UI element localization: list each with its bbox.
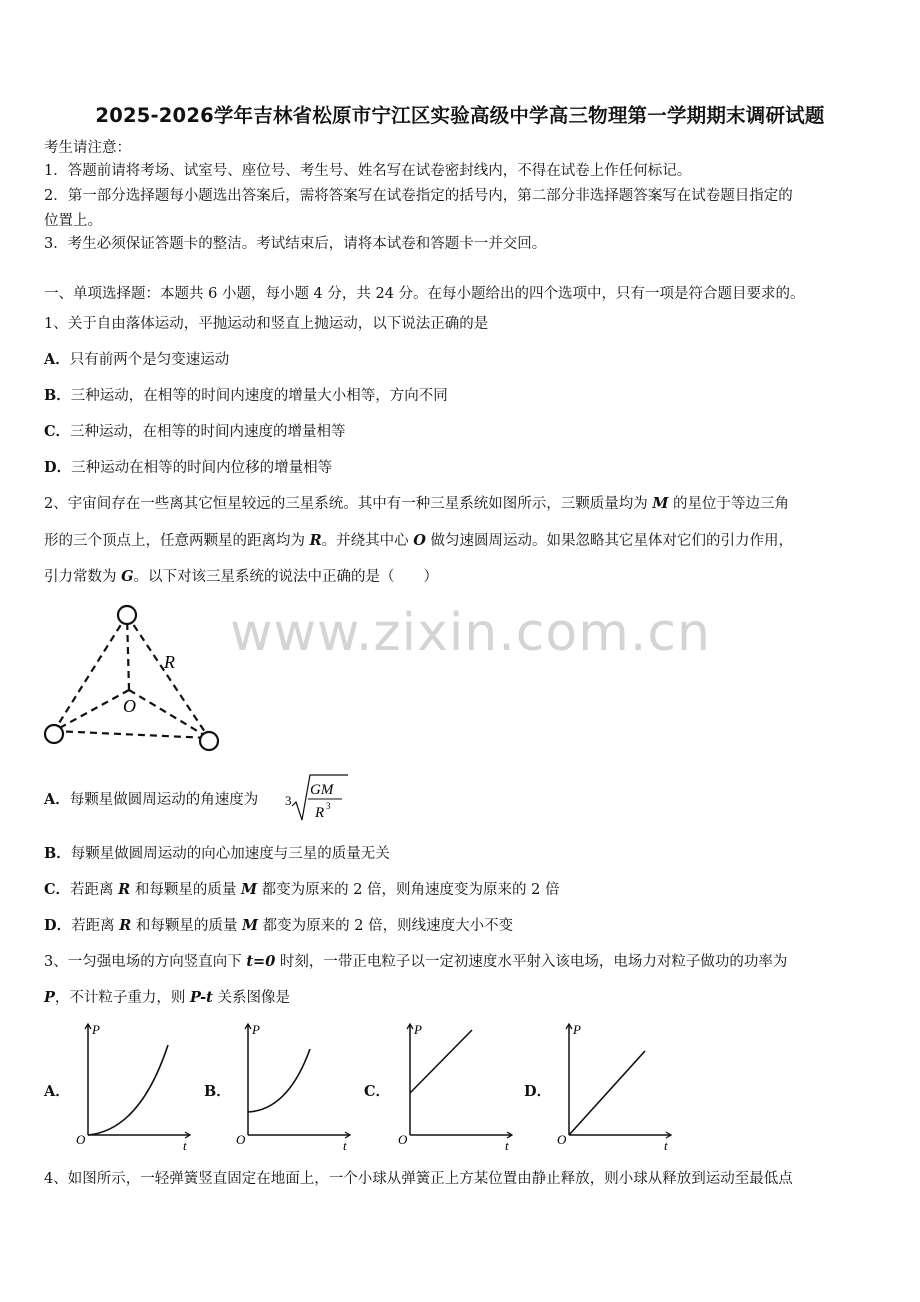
q2-option-b xyxy=(44,844,390,864)
text-run: 都变为原来的 2 倍，则线速度大小不变 xyxy=(258,918,514,934)
star-top xyxy=(118,606,136,624)
option-text: 三种运动在相等的时间内位移的增量相等 xyxy=(71,460,333,476)
edge-left xyxy=(54,615,127,731)
var-t0: t=0 xyxy=(246,953,276,970)
exponent: 3 xyxy=(326,801,331,811)
var-pt: P-t xyxy=(190,989,213,1006)
option-label: C． xyxy=(44,423,71,440)
q2-option-a xyxy=(44,790,258,810)
q1-option-c xyxy=(44,422,346,442)
var-r: R xyxy=(118,881,131,898)
axis-p-label: P xyxy=(573,1022,581,1037)
label-o: O xyxy=(123,696,136,716)
page-title: 2025-2026学年吉林省松原市宁江区实验高级中学高三物理第一学期期末调研试题 xyxy=(95,104,825,127)
numerator: GM xyxy=(310,782,334,798)
q1-option-d xyxy=(44,458,332,478)
var-r: R xyxy=(309,532,322,549)
text-run: 时刻，一带正电粒子以一定初速度水平射入该电场，电场力对粒子做功的功率为 xyxy=(275,954,788,970)
var-g: G xyxy=(121,568,134,585)
option-label: B． xyxy=(44,845,71,862)
option-label: B． xyxy=(44,387,71,404)
notice-item-3: 3．考生必须保证答题卡的整洁。考试结束后，请将本试卷和答题卡一并交回。 xyxy=(44,236,547,252)
text-run: 和每颗星的质量 xyxy=(130,882,241,898)
text-run: 。并绕其中心 xyxy=(321,533,414,549)
axis-t-label: t xyxy=(183,1138,187,1153)
star-left xyxy=(45,725,63,743)
graph-d xyxy=(551,1018,676,1153)
axis-o-label: O xyxy=(236,1132,246,1147)
q2-stem-line-2 xyxy=(44,531,793,551)
graph-a xyxy=(70,1018,195,1153)
notice-item-1: 1．答题前请将考场、试室号、座位号、考生号、姓名写在试卷密封线内，不得在试卷上作任何标记。 xyxy=(44,163,692,179)
axis-p-label: P xyxy=(414,1022,422,1037)
axis-o-label: O xyxy=(76,1132,86,1147)
option-label: D． xyxy=(44,459,72,476)
text-run: 形的三个顶点上，任意两颗星的距离均为 xyxy=(44,533,310,549)
text-run: 和每颗星的质量 xyxy=(131,918,242,934)
q1-stem: 1、关于自由落体运动，平抛运动和竖直上抛运动，以下说法正确的是 xyxy=(44,316,489,332)
q1-option-a xyxy=(44,350,229,370)
option-label: A． xyxy=(44,351,70,368)
q2-option-c xyxy=(44,880,560,900)
q3-option-a-label: A． xyxy=(44,1083,70,1100)
section-heading: 一、单项选择题：本题共 6 小题，每小题 4 分，共 24 分。在每小题给出的四个选项中，只有一项是符合题目要求的。 xyxy=(44,286,805,302)
axis-o-label: O xyxy=(398,1132,408,1147)
text-run: 3、一匀强电场的方向竖直向下 xyxy=(44,954,247,970)
axis-t-label: t xyxy=(343,1138,347,1153)
text-run: 若距离 xyxy=(71,918,120,934)
option-label: C． xyxy=(44,881,71,898)
text-run: 做匀速圆周运动。如果忽略其它星体对它们的引力作用， xyxy=(425,533,794,549)
text-run: 关系图像是 xyxy=(212,990,290,1006)
graph-c xyxy=(392,1018,517,1153)
denominator: R xyxy=(315,805,325,821)
axis-o-label: O xyxy=(557,1132,567,1147)
text-run: 引力常数为 xyxy=(44,569,122,585)
formula-sqrt xyxy=(282,772,352,824)
q2-stem-line-1 xyxy=(44,494,789,514)
label-r: R xyxy=(164,652,175,672)
var-m: M xyxy=(652,495,669,512)
var-o: O xyxy=(413,532,426,549)
text-run: 的星位于等边三角 xyxy=(668,496,790,512)
option-text: 三种运动，在相等的时间内速度的增量大小相等，方向不同 xyxy=(70,388,448,404)
option-label: D． xyxy=(44,917,72,934)
axis-p-label: P xyxy=(252,1022,260,1037)
curve xyxy=(410,1030,472,1093)
notice-heading: 考生请注意： xyxy=(44,140,131,156)
option-label: A． xyxy=(44,791,70,808)
text-run: 2、宇宙间存在一些离其它恒星较远的三星系统。其中有一种三星系统如图所示，三颗质量均为 xyxy=(44,496,653,512)
text-run: 若距离 xyxy=(70,882,119,898)
option-text: 每颗星做圆周运动的向心加速度与三星的质量无关 xyxy=(70,846,390,862)
axis-t-label: t xyxy=(505,1138,509,1153)
edge-right xyxy=(127,615,209,738)
graph-b xyxy=(230,1018,355,1153)
curve xyxy=(88,1045,168,1135)
text-run: ，不计粒子重力，则 xyxy=(54,990,191,1006)
notice-item-2: 2．第一部分选择题每小题选出答案后，需将答案写在试卷指定的括号内，第二部分非选择题答案写在试卷题目指定的 xyxy=(44,188,793,204)
axis-t-label: t xyxy=(664,1138,668,1153)
axis-p-label: P xyxy=(92,1022,100,1037)
q3-option-c-label: C． xyxy=(364,1083,391,1100)
var-m: M xyxy=(240,881,257,898)
q1-option-b xyxy=(44,386,448,406)
q2-stem-line-3 xyxy=(44,567,438,587)
text-run: 。以下对该三星系统的说法中正确的是（ ） xyxy=(133,569,438,585)
q3-stem-line-1 xyxy=(44,952,787,972)
three-star-diagram xyxy=(36,600,236,760)
var-m: M xyxy=(241,917,259,934)
edge-bottom xyxy=(54,731,209,738)
notice-item-2-cont: 位置上。 xyxy=(44,213,102,229)
q3-option-b-label: B． xyxy=(204,1083,231,1100)
star-right xyxy=(200,732,218,750)
var-r: R xyxy=(119,917,132,934)
option-text: 每颗星做圆周运动的角速度为 xyxy=(69,792,259,808)
option-text: 三种运动，在相等的时间内速度的增量相等 xyxy=(70,424,346,440)
var-p: P xyxy=(44,989,55,1006)
q2-option-d xyxy=(44,916,513,936)
q3-option-d-label: D． xyxy=(524,1083,552,1100)
text-run: 都变为原来的 2 倍，则角速度变为原来的 2 倍 xyxy=(257,882,560,898)
q4-stem-line-1: 4、如图所示，一轻弹簧竖直固定在地面上，一个小球从弹簧正上方某位置由静止释放，则小球从释放到运动至最低点 xyxy=(44,1171,793,1187)
watermark: www.zixin.com.cn xyxy=(230,603,711,663)
option-text: 只有前两个是匀变速运动 xyxy=(69,352,230,368)
curve xyxy=(248,1049,310,1112)
curve xyxy=(569,1051,645,1135)
root-index: 3 xyxy=(285,793,292,808)
q3-stem-line-2 xyxy=(44,988,290,1008)
